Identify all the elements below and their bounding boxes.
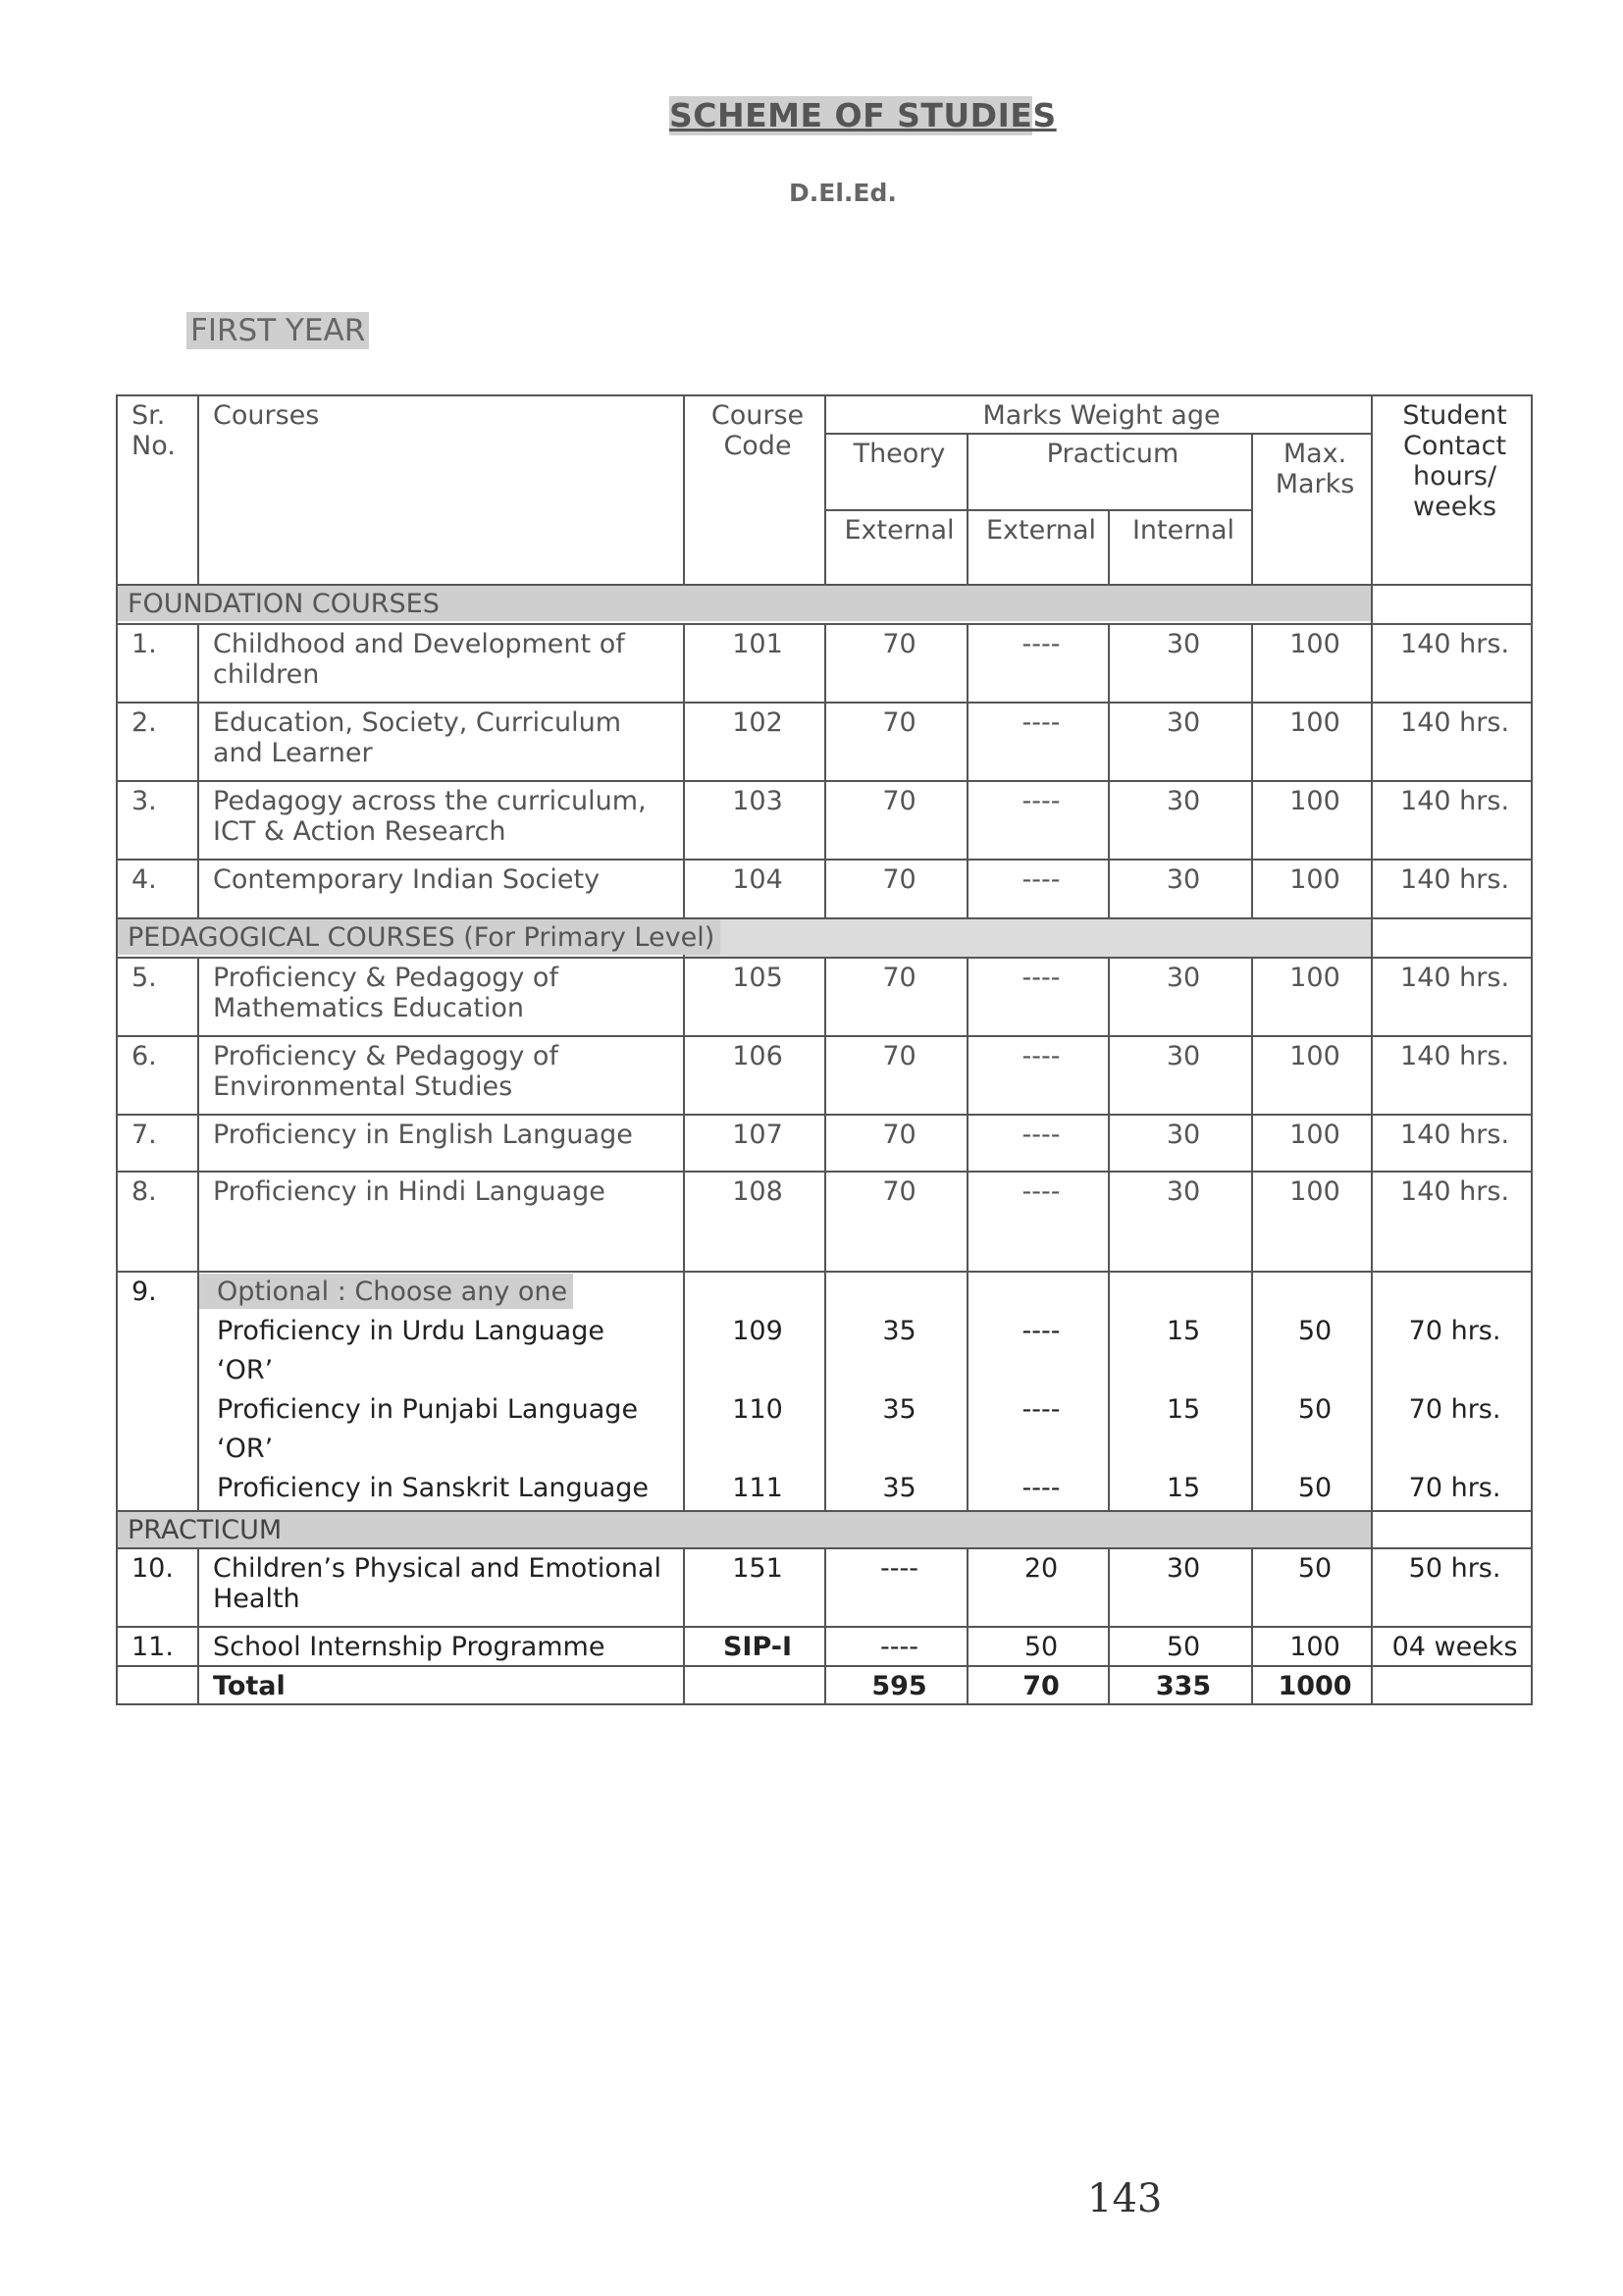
sr-no: 9. xyxy=(117,1272,198,1511)
practicum-external: ---- xyxy=(968,781,1109,860)
sr-no-header-line2: No. xyxy=(131,431,176,461)
table-row xyxy=(117,1627,1532,1666)
contact-hours: 140 hrs. xyxy=(1372,781,1532,860)
option-course: Proficiency in Urdu Language xyxy=(217,1316,604,1346)
course-code: 151 xyxy=(684,1548,825,1627)
course-code: 107 xyxy=(684,1115,825,1172)
option-contact-hours xyxy=(1372,1272,1532,1511)
theory-external: 70 xyxy=(825,1036,968,1115)
max-marks: 100 xyxy=(1252,1115,1372,1172)
theory-external: ---- xyxy=(825,1627,968,1666)
course-code: 104 xyxy=(684,860,825,918)
practicum-internal: 30 xyxy=(1109,781,1252,860)
option-course: Proficiency in Punjabi Language xyxy=(217,1394,639,1425)
contact-header-line1: Student xyxy=(1402,400,1507,431)
course-code: 110 xyxy=(732,1394,783,1425)
practicum-external: ---- xyxy=(1021,1394,1061,1425)
max-marks: 100 xyxy=(1252,1172,1372,1272)
optional-courses xyxy=(198,1272,684,1511)
page-title: SCHEME OF STUDIES xyxy=(669,96,1057,134)
table-row xyxy=(117,703,1532,781)
optional-heading: Optional : Choose any one xyxy=(199,1274,573,1309)
course-name: Proficiency & Pedagogy of Environmental Studies xyxy=(198,1036,684,1115)
practicum-internal: 30 xyxy=(1109,1172,1252,1272)
course-name: Education, Society, Curriculum and Learner xyxy=(198,703,684,781)
contact-hours: 140 hrs. xyxy=(1372,958,1532,1036)
max-marks: 50 xyxy=(1297,1316,1333,1346)
option-practicum-external xyxy=(968,1272,1109,1511)
theory-external: 70 xyxy=(825,703,968,781)
theory-external: 70 xyxy=(825,1115,968,1172)
practicum-internal: 30 xyxy=(1109,1115,1252,1172)
section-foundation xyxy=(117,585,1532,624)
or-label: ‘OR’ xyxy=(217,1434,274,1464)
contact-header-line3: hours/ xyxy=(1413,461,1497,492)
page-number: 143 xyxy=(1087,2176,1163,2221)
theory-external: 70 xyxy=(825,624,968,703)
section-label xyxy=(117,1511,1372,1548)
max-marks: 100 xyxy=(1252,624,1372,703)
practicum-internal: 30 xyxy=(1109,703,1252,781)
sr-no: 1. xyxy=(117,624,198,703)
max-marks: 100 xyxy=(1252,781,1372,860)
practicum-external-header: External xyxy=(968,510,1109,585)
sr-no: 4. xyxy=(117,860,198,918)
practicum-internal: 30 xyxy=(1109,860,1252,918)
section-title: PRACTICUM xyxy=(118,1512,1371,1547)
theory-header: Theory xyxy=(825,434,968,510)
theory-external-header: External xyxy=(825,510,968,585)
practicum-external: ---- xyxy=(968,624,1109,703)
sr-no: 11. xyxy=(117,1627,198,1666)
section-label xyxy=(117,918,715,958)
option-codes xyxy=(684,1272,825,1511)
course-code: 108 xyxy=(684,1172,825,1272)
or-label: ‘OR’ xyxy=(217,1355,274,1385)
practicum-external: ---- xyxy=(1021,1473,1061,1503)
course-name: Pedagogy across the curriculum, ICT & Action Research xyxy=(198,781,684,860)
practicum-internal: 50 xyxy=(1109,1627,1252,1666)
header-row-1 xyxy=(117,395,1532,434)
theory-external: 70 xyxy=(825,958,968,1036)
total-label: Total xyxy=(198,1666,684,1704)
max-marks: 100 xyxy=(1252,703,1372,781)
section-title: FOUNDATION COURSES xyxy=(118,586,1371,621)
sr-no: 3. xyxy=(117,781,198,860)
course-name: Contemporary Indian Society xyxy=(198,860,684,918)
course-code: 109 xyxy=(732,1316,783,1346)
practicum-external: ---- xyxy=(968,860,1109,918)
total-practicum-external: 70 xyxy=(968,1666,1109,1704)
sr-no-header xyxy=(117,395,198,585)
contact-hours: 140 hrs. xyxy=(1372,624,1532,703)
course-code: 111 xyxy=(732,1473,783,1503)
practicum-internal: 15 xyxy=(1166,1473,1201,1503)
optional-heading-wrap xyxy=(199,1273,675,1312)
empty-cell xyxy=(684,1666,825,1704)
max-marks: 50 xyxy=(1297,1394,1333,1425)
sr-no: 5. xyxy=(117,958,198,1036)
course-code: SIP-I xyxy=(684,1627,825,1666)
contact-hours: 140 hrs. xyxy=(1372,703,1532,781)
practicum-external: 50 xyxy=(968,1627,1109,1666)
sr-no: 8. xyxy=(117,1172,198,1272)
practicum-external: ---- xyxy=(968,703,1109,781)
course-code-header xyxy=(684,395,825,585)
course-code: 101 xyxy=(684,624,825,703)
total-practicum-internal: 335 xyxy=(1109,1666,1252,1704)
optional-row xyxy=(117,1272,1532,1511)
option-max-marks xyxy=(1252,1272,1372,1511)
total-theory-external: 595 xyxy=(825,1666,968,1704)
practicum-internal: 15 xyxy=(1166,1394,1201,1425)
scheme-table xyxy=(116,394,1533,1705)
max-marks: 100 xyxy=(1252,1036,1372,1115)
contact-hours: 140 hrs. xyxy=(1372,1172,1532,1272)
table-row xyxy=(117,860,1532,918)
course-name: Children’s Physical and Emotional Health xyxy=(198,1548,684,1627)
practicum-internal: 30 xyxy=(1109,1548,1252,1627)
table-row xyxy=(117,1036,1532,1115)
contact-hours: 50 hrs. xyxy=(1372,1548,1532,1627)
practicum-internal: 15 xyxy=(1166,1316,1201,1346)
option-practicum-internal xyxy=(1109,1272,1252,1511)
table-row xyxy=(117,624,1532,703)
programme-subtitle: D.El.Ed. xyxy=(789,179,897,207)
practicum-header: Practicum xyxy=(968,434,1252,510)
practicum-external: 20 xyxy=(968,1548,1109,1627)
practicum-internal-header: Internal xyxy=(1109,510,1252,585)
course-code-header-line2: Code xyxy=(723,431,792,461)
table-row xyxy=(117,781,1532,860)
course-name: Childhood and Development of children xyxy=(198,624,684,703)
theory-external: 70 xyxy=(825,781,968,860)
table-row xyxy=(117,1115,1532,1172)
option-theory-external xyxy=(825,1272,968,1511)
course-name: Proficiency in English Language xyxy=(198,1115,684,1172)
course-name: School Internship Programme xyxy=(198,1627,684,1666)
practicum-internal: 30 xyxy=(1109,1036,1252,1115)
theory-external: 35 xyxy=(882,1316,916,1346)
contact-hours: 70 hrs. xyxy=(1408,1473,1501,1503)
contact-hours: 70 hrs. xyxy=(1408,1394,1501,1425)
empty-cell xyxy=(117,1666,198,1704)
course-code: 103 xyxy=(684,781,825,860)
contact-hours: 70 hrs. xyxy=(1408,1316,1501,1346)
practicum-external: ---- xyxy=(968,1172,1109,1272)
course-name: Proficiency in Hindi Language xyxy=(198,1172,684,1272)
course-code: 106 xyxy=(684,1036,825,1115)
max-marks: 100 xyxy=(1252,860,1372,918)
theory-external: 70 xyxy=(825,1172,968,1272)
course-name: Proficiency & Pedagogy of Mathematics Education xyxy=(198,958,684,1036)
max-marks: 50 xyxy=(1252,1548,1372,1627)
max-marks: 50 xyxy=(1297,1473,1333,1503)
theory-external: 35 xyxy=(882,1394,916,1425)
sr-no: 7. xyxy=(117,1115,198,1172)
empty-cell xyxy=(1372,918,1532,958)
theory-external: ---- xyxy=(825,1548,968,1627)
sr-no: 10. xyxy=(117,1548,198,1627)
table-row xyxy=(117,958,1532,1036)
empty-cell xyxy=(1372,1511,1532,1548)
theory-external: 35 xyxy=(882,1473,916,1503)
practicum-external: ---- xyxy=(1021,1316,1061,1346)
course-code-header-line1: Course xyxy=(710,400,805,431)
option-course: Proficiency in Sanskrit Language xyxy=(217,1473,650,1503)
practicum-external: ---- xyxy=(968,1036,1109,1115)
section-pedagogical xyxy=(117,918,1532,958)
table-row xyxy=(117,1548,1532,1627)
contact-hours: 140 hrs. xyxy=(1372,1115,1532,1172)
max-marks-header-line2: Marks xyxy=(1275,469,1355,499)
sr-no: 2. xyxy=(117,703,198,781)
max-marks: 100 xyxy=(1252,1627,1372,1666)
marks-weightage-header: Marks Weight age xyxy=(825,395,1372,434)
total-max-marks: 1000 xyxy=(1252,1666,1372,1704)
theory-external: 70 xyxy=(825,860,968,918)
empty-cell xyxy=(1372,585,1532,624)
section-title: PEDAGOGICAL COURSES (For Primary Level) xyxy=(118,919,720,955)
sr-no: 6. xyxy=(117,1036,198,1115)
course-code: 102 xyxy=(684,703,825,781)
year-heading: FIRST YEAR xyxy=(186,312,369,349)
section-shade xyxy=(684,918,1372,958)
practicum-internal: 30 xyxy=(1109,958,1252,1036)
contact-hours: 04 weeks xyxy=(1372,1627,1532,1666)
sr-no-header-line1: Sr. xyxy=(131,400,166,431)
total-row xyxy=(117,1666,1532,1704)
max-marks-header-line1: Max. xyxy=(1283,439,1347,469)
table-row xyxy=(117,1172,1532,1272)
courses-header: Courses xyxy=(198,395,684,585)
practicum-external: ---- xyxy=(968,1115,1109,1172)
section-practicum xyxy=(117,1511,1532,1548)
contact-header-line4: weeks xyxy=(1413,492,1497,522)
practicum-internal: 30 xyxy=(1109,624,1252,703)
max-marks-header xyxy=(1252,434,1372,585)
section-label xyxy=(117,585,1372,624)
contact-hours: 140 hrs. xyxy=(1372,860,1532,918)
contact-header-line2: Contact xyxy=(1403,431,1507,461)
contact-hours: 140 hrs. xyxy=(1372,1036,1532,1115)
practicum-external: ---- xyxy=(968,958,1109,1036)
contact-hours-header xyxy=(1372,395,1532,585)
max-marks: 100 xyxy=(1252,958,1372,1036)
empty-cell xyxy=(1372,1666,1532,1704)
course-code: 105 xyxy=(684,958,825,1036)
